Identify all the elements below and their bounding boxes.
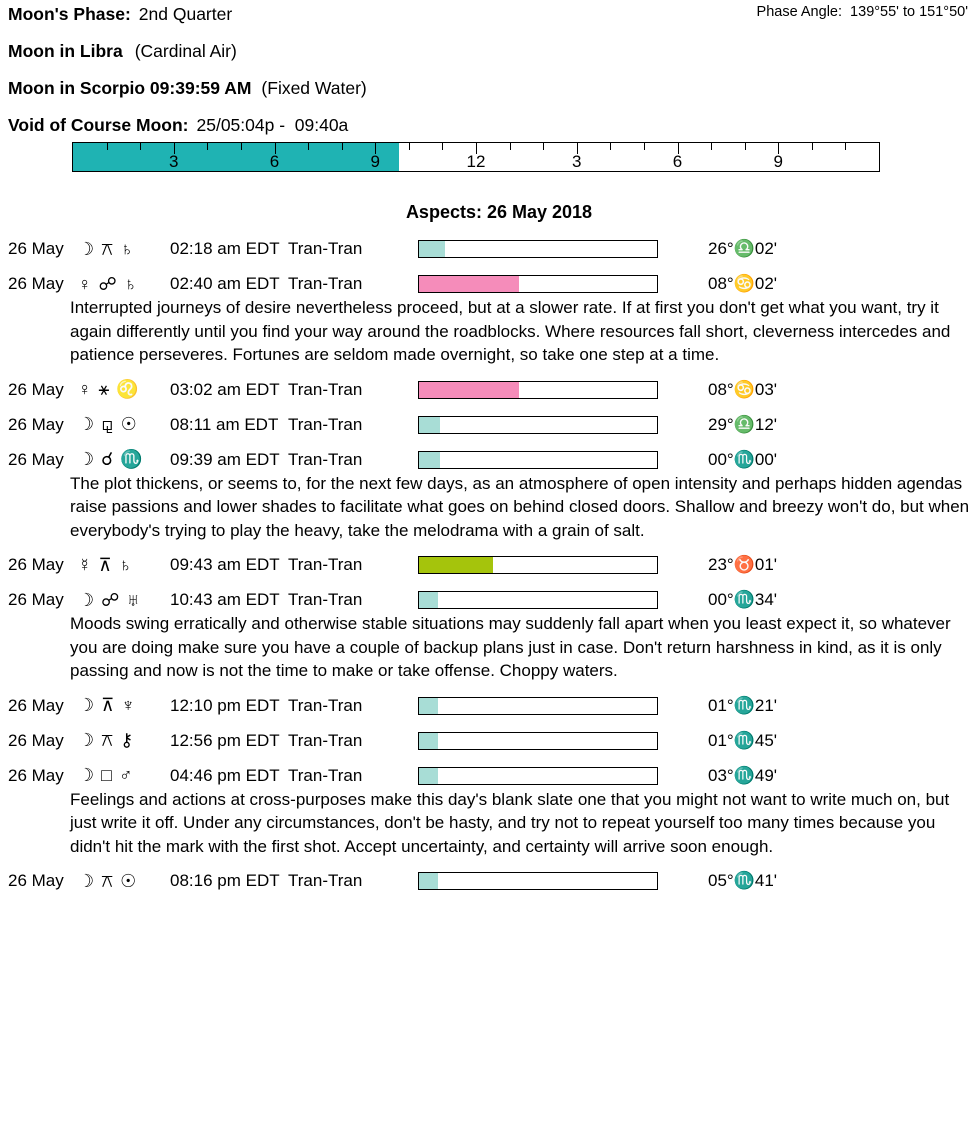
aspect-strength-fill (419, 276, 519, 292)
moon-ingress-label: Moon in Scorpio 09:39:59 AM (8, 78, 252, 98)
aspect-row[interactable] (0, 869, 978, 893)
aspect-type: Tran-Tran (288, 274, 363, 293)
aspect-type: Tran-Tran (288, 449, 363, 469)
aspect-position: 01°♏21' (708, 695, 778, 715)
aspect-type: Tran-Tran (288, 730, 363, 750)
aspect-type: Tran-Tran (288, 590, 363, 609)
aspect-strength-meter (418, 381, 658, 399)
voc-bar-labels (73, 151, 879, 173)
aspect-type: Tran-Tran (288, 765, 363, 785)
aspect-glyphs: ☽ ⊼ ♆ (78, 695, 136, 715)
aspect-position: 29°♎12' (708, 414, 778, 434)
aspect-type: Tran-Tran (288, 414, 363, 434)
aspect-date: 26 May (8, 590, 64, 609)
voc-tick (543, 143, 544, 150)
aspect-entry (0, 413, 978, 437)
aspect-entry (0, 553, 978, 577)
aspect-date: 26 May (8, 871, 64, 890)
aspect-glyphs: ☽ ☌ ♏ (78, 449, 144, 469)
aspect-strength-fill (419, 733, 438, 749)
aspect-date: 26 May (8, 765, 64, 785)
aspect-strength-meter (418, 556, 658, 574)
aspect-entry (0, 869, 978, 893)
aspect-glyphs: ☽ ⚼ ☉ (78, 414, 138, 434)
voc-tick (342, 143, 343, 150)
aspect-entry (0, 237, 978, 261)
voc-tick (308, 143, 309, 150)
moon-ingress-row (0, 78, 978, 99)
voc-tick (610, 143, 611, 150)
voc-tick (107, 143, 108, 150)
aspect-glyphs: ☽ ⚻ ⚷ (78, 730, 135, 750)
voc-tick-label: 9 (773, 152, 783, 171)
aspect-strength-meter (418, 591, 658, 609)
aspect-strength-fill (419, 873, 438, 889)
aspect-glyphs: ☽ ☍ ♅ (78, 589, 141, 610)
aspect-time: 12:56 pm EDT (170, 730, 280, 750)
aspect-glyphs: ☽ ⚻ ☉ (78, 870, 138, 891)
aspect-strength-fill (419, 768, 438, 784)
aspect-row[interactable] (0, 413, 978, 437)
aspect-glyphs: ☽ □ ♂ (78, 765, 134, 785)
moon-ingress-value: (Fixed Water) (261, 78, 367, 98)
aspect-position: 00°♏00' (708, 449, 778, 469)
voc-tick (711, 143, 712, 150)
aspect-strength-fill (419, 417, 440, 433)
aspect-strength-meter (418, 451, 658, 469)
aspect-entry (0, 588, 978, 683)
aspect-position: 08°♋03' (708, 379, 778, 399)
aspect-strength-meter (418, 416, 658, 434)
aspect-type: Tran-Tran (288, 695, 363, 715)
voc-tick-label: 9 (370, 152, 380, 171)
aspect-strength-fill (419, 557, 493, 573)
aspect-row[interactable] (0, 448, 978, 472)
aspect-time: 09:43 am EDT (170, 555, 280, 574)
moon-sign-value: (Cardinal Air) (134, 41, 237, 61)
aspect-time: 10:43 am EDT (170, 590, 280, 609)
aspect-date: 26 May (8, 695, 64, 715)
aspect-strength-meter (418, 732, 658, 750)
voc-tick (510, 143, 511, 150)
aspect-row[interactable] (0, 764, 978, 788)
aspect-time: 08:11 am EDT (170, 414, 279, 434)
moon-sign-row (0, 41, 978, 62)
voc-tick (241, 143, 242, 150)
aspect-strength-meter (418, 275, 658, 293)
voc-tick (140, 143, 141, 150)
aspect-strength-meter (418, 697, 658, 715)
aspect-glyphs: ♀ ☍ ♄ (78, 273, 139, 294)
aspect-date: 26 May (8, 239, 64, 258)
aspect-description: The plot thickens, or seems to, for the next few days, as an atmosphere of open intensity and perhaps hidden agendas raise passions and lower shades to facilitate what goes on behind closed doors. Shallow and breezy won't do, but when everybody's trying to play the heavy, take the melodrama with a grain of salt. (70, 473, 970, 540)
aspect-entry (0, 694, 978, 718)
aspect-strength-fill (419, 592, 438, 608)
voc-tick (644, 143, 645, 150)
aspect-strength-meter (418, 240, 658, 258)
aspect-entry (0, 378, 978, 402)
aspect-row[interactable] (0, 237, 978, 261)
void-of-course-label: Void of Course Moon: (8, 115, 189, 135)
aspect-time: 08:16 pm EDT (170, 871, 280, 890)
aspect-strength-meter (418, 872, 658, 890)
voc-tick (812, 143, 813, 150)
aspect-position: 01°♏45' (708, 730, 778, 750)
aspect-time: 02:18 am EDT (170, 239, 280, 258)
aspect-time: 02:40 am EDT (170, 274, 280, 293)
void-of-course-row (0, 115, 978, 136)
aspect-date: 26 May (8, 379, 64, 399)
aspect-strength-meter (418, 767, 658, 785)
aspect-row[interactable] (0, 272, 978, 296)
aspect-position: 03°♏49' (708, 765, 778, 785)
voc-tick-label: 6 (672, 152, 683, 171)
aspect-strength-fill (419, 382, 519, 398)
aspect-position: 08°♋02' (708, 274, 778, 293)
aspect-type: Tran-Tran (288, 555, 363, 574)
moon-phase-label: Moon's Phase: (8, 4, 131, 24)
aspect-description: Interrupted journeys of desire nevertheless proceed, but at a slower rate. If at first you don't get what you want, try it again differently until you find your way around the roadblocks. Where resources fall short, cleverness intercedes and patience perseveres. Fortunes are seldom made overnight, so take one step at a time. (70, 298, 951, 364)
aspect-glyphs: ♀ ⚹ ♌ (78, 379, 140, 399)
aspect-glyphs: ☿ ⊼ ♄ (78, 554, 134, 575)
voc-tick (207, 143, 208, 150)
voc-tick-label: 12 (466, 152, 486, 171)
aspect-date: 26 May (8, 730, 64, 750)
aspect-date: 26 May (8, 274, 64, 293)
aspect-row[interactable] (0, 553, 978, 577)
aspect-entry (0, 272, 978, 367)
voc-tick (442, 143, 443, 150)
aspect-type: Tran-Tran (288, 239, 363, 258)
void-of-course-bar (0, 142, 978, 176)
aspect-type: Tran-Tran (288, 871, 363, 890)
moon-sign-label: Moon in Libra (8, 41, 123, 61)
aspect-entry (0, 729, 978, 753)
aspect-position: 23°♉01' (708, 555, 778, 574)
aspect-strength-fill (419, 241, 445, 257)
voc-tick-label: 3 (169, 152, 179, 171)
voc-tick-label: 6 (269, 152, 280, 171)
aspect-date: 26 May (8, 414, 64, 434)
aspect-time: 04:46 pm EDT (170, 765, 280, 785)
aspect-glyphs: ☽ ⚻ ♄ (78, 238, 135, 259)
voc-tick (745, 143, 746, 150)
phase-angle-text: Phase Angle: 139°55' to 151°50' (756, 4, 968, 20)
aspect-position: 26°♎02' (708, 239, 778, 258)
voc-tick (409, 143, 410, 150)
aspect-time: 09:39 am EDT (170, 449, 280, 469)
aspect-type: Tran-Tran (288, 379, 363, 399)
aspect-row[interactable] (0, 694, 978, 718)
aspect-time: 03:02 am EDT (170, 379, 280, 399)
moon-phase-value: 2nd Quarter (138, 4, 233, 24)
aspect-strength-fill (419, 452, 440, 468)
aspect-description: Feelings and actions at cross-purposes make this day's blank slate one that you might not want to write much on, but just write it off. Under any circumstances, don't be hasty, and try not to repeat yourself too many times because you didn't hit the mark with the first shot. Accept uncertainty, and certainty will arrive soon enough. (70, 789, 950, 856)
aspect-row[interactable] (0, 378, 978, 402)
aspect-position: 00°♏34' (708, 590, 778, 609)
aspect-entry (0, 448, 978, 543)
aspect-row[interactable] (0, 729, 978, 753)
aspect-position: 05°♏41' (708, 871, 778, 890)
voc-tick (845, 143, 846, 150)
aspect-row[interactable] (0, 588, 978, 612)
void-of-course-value: 25/05:04p - 09:40a (196, 115, 349, 135)
aspect-entry (0, 764, 978, 859)
voc-tick-label: 3 (572, 152, 582, 171)
aspects-list (0, 237, 978, 893)
aspect-description: Moods swing erratically and otherwise stable situations may suddenly fall apart when you least expect it, so whatever you are doing make sure you have a couple of backup plans just in case. Don't return harshness in kind, as it is only passing and now is not the time to make or take offense. Choppy waters. (70, 614, 951, 680)
aspect-date: 26 May (8, 555, 64, 574)
aspects-title: Aspects: 26 May 2018 (405, 202, 593, 222)
aspect-date: 26 May (8, 449, 64, 469)
voc-bar-track (72, 142, 880, 172)
aspect-strength-fill (419, 698, 438, 714)
aspect-time: 12:10 pm EDT (170, 695, 280, 715)
